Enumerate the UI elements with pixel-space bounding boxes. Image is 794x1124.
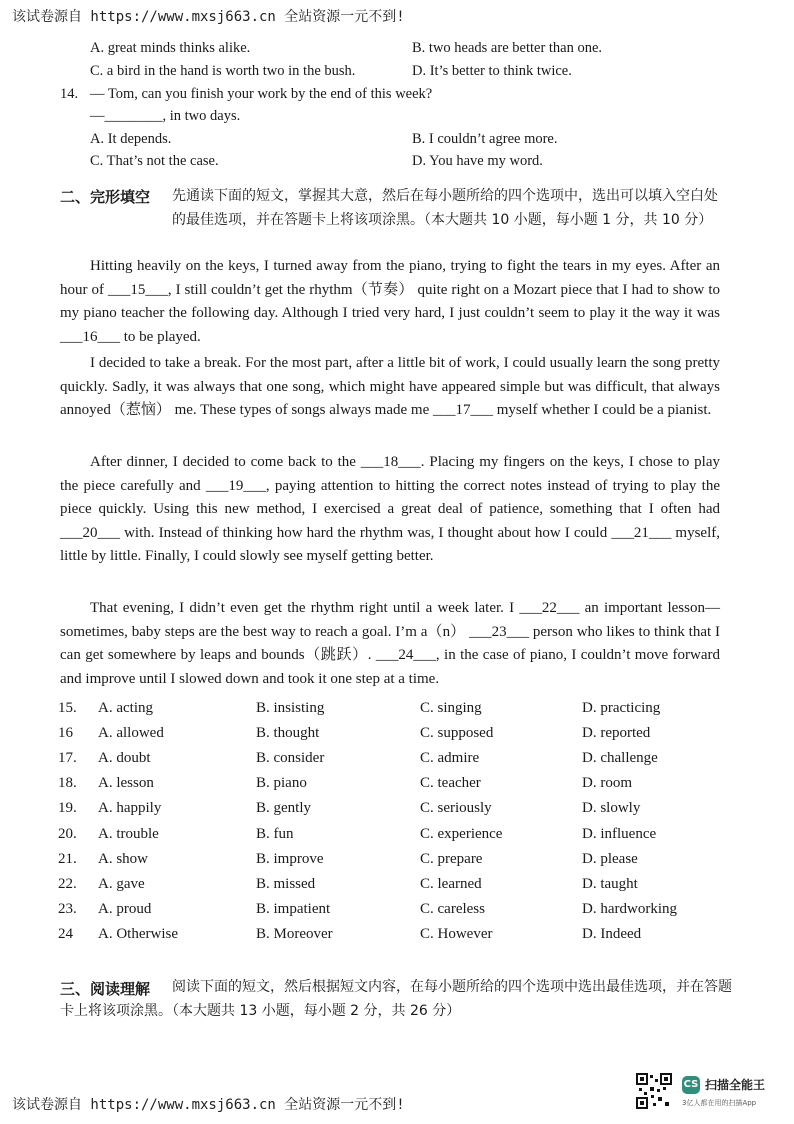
cloze-question-row — [58, 700, 738, 725]
cloze-option-b: B. improve — [256, 850, 324, 867]
cloze-option-a: A. Otherwise — [98, 925, 178, 942]
cloze-question-row — [58, 901, 738, 926]
cloze-option-c: C. careless — [420, 900, 485, 917]
cloze-option-d: D. slowly — [582, 800, 641, 817]
q13-option-d: D. It’s better to think twice. — [412, 63, 572, 79]
cloze-option-a: A. happily — [98, 800, 162, 817]
cloze-option-b: B. gently — [256, 800, 311, 817]
cloze-question-number: 22. — [58, 875, 77, 892]
camscanner-name: 扫描全能王 — [705, 1078, 766, 1092]
cloze-question-row — [58, 775, 738, 800]
watermark-bottom: 该试卷源自 https://www.mxsj663.cn 全站资源一元不到! — [12, 1097, 405, 1113]
cloze-option-c: C. prepare — [420, 850, 483, 867]
cloze-option-a: A. acting — [98, 700, 153, 716]
passage-paragraph-4 — [60, 597, 720, 691]
cloze-option-c: C. learned — [420, 875, 482, 892]
watermark-top: 该试卷源自 https://www.mxsj663.cn 全站资源一元不到! — [12, 9, 405, 25]
cloze-question-number: 24 — [58, 925, 73, 942]
cloze-option-c: C. teacher — [420, 775, 481, 792]
cloze-question-row — [58, 851, 738, 876]
cloze-question-number: 15. — [58, 700, 77, 716]
cloze-option-a: A. allowed — [98, 725, 164, 742]
cloze-option-b: B. Moreover — [256, 925, 333, 942]
passage-paragraph-2 — [60, 352, 720, 423]
cloze-option-d: D. practicing — [582, 700, 661, 716]
cloze-question-number: 23. — [58, 900, 77, 917]
cloze-option-d: D. influence — [582, 825, 657, 842]
cloze-question-number: 17. — [58, 750, 77, 767]
q14-option-b: B. I couldn’t agree more. — [412, 131, 558, 147]
cloze-option-d: D. Indeed — [582, 925, 642, 942]
cloze-option-a: A. proud — [98, 900, 152, 917]
cloze-option-b: B. insisting — [256, 700, 325, 716]
cloze-question-number: 21. — [58, 850, 77, 867]
cloze-question-row — [58, 826, 738, 851]
q14-option-d: D. You have my word. — [412, 153, 543, 169]
q14-option-a: A. It depends. — [90, 131, 172, 147]
cloze-option-c: C. experience — [420, 825, 503, 842]
cloze-question-row — [58, 725, 738, 750]
passage-paragraph-1 — [60, 255, 720, 349]
section2-title: 二、完形填空 — [60, 188, 151, 206]
q14-option-c: C. That’s not the case. — [90, 153, 219, 169]
cloze-option-c: C. singing — [420, 700, 482, 716]
q13-option-c: C. a bird in the hand is worth two in the bush. — [90, 63, 356, 79]
cloze-question-number: 19. — [58, 800, 77, 817]
passage-p1-text: Hitting heavily on the keys, I turned away from the piano, trying to fight the tears in my eyes. After an hour of ___15___, I still couldn’t get the rhythm（节奏） quite right on a Mozart piece that I had to show to my piano teacher the following day. Although I tried very hard, I just couldn’t seem to play it the way it was ___16___ to be played. — [60, 258, 720, 345]
cloze-option-d: D. hardworking — [582, 900, 677, 917]
q14-prompt: — Tom, can you finish your work by the end of this week? — [90, 86, 433, 102]
cloze-option-d: D. reported — [582, 725, 651, 742]
cloze-option-c: C. admire — [420, 750, 480, 767]
cloze-option-d: D. challenge — [582, 750, 658, 767]
cloze-option-b: B. consider — [256, 750, 325, 767]
cloze-option-b: B. missed — [256, 875, 316, 892]
section3-title: 三、阅读理解 — [60, 980, 151, 998]
q13-option-a: A. great minds thinks alike. — [90, 40, 251, 56]
cloze-question-row — [58, 876, 738, 901]
cloze-option-b: B. thought — [256, 725, 320, 742]
q14-number: 14. — [60, 86, 79, 102]
cloze-question-number: 16 — [58, 725, 73, 742]
q14-response: —________, in two days. — [90, 108, 241, 124]
cloze-option-a: A. lesson — [98, 775, 154, 792]
cloze-option-b: B. piano — [256, 775, 307, 792]
cloze-option-a: A. gave — [98, 875, 145, 892]
cloze-option-d: D. room — [582, 775, 632, 792]
cloze-option-b: B. impatient — [256, 900, 331, 917]
section2-instructions: 先通读下面的短文，掌握其大意，然后在每小题所给的四个选项中，选出可以填入空白处的最佳选项，并在答题卡上将该项涂黑。（本大题共 10 小题，每小题 1 分，共 10 分） — [172, 188, 718, 228]
cloze-question-number: 20. — [58, 825, 77, 842]
cloze-option-a: A. doubt — [98, 750, 151, 767]
cloze-option-c: C. supposed — [420, 725, 494, 742]
cloze-question-row — [58, 800, 738, 825]
cloze-option-a: A. trouble — [98, 825, 159, 842]
cloze-option-d: D. taught — [582, 875, 638, 892]
camscanner-logo-icon: CS — [682, 1076, 700, 1094]
cloze-question-row — [58, 750, 738, 775]
passage-paragraph-3 — [60, 451, 720, 569]
cloze-question-row — [58, 926, 738, 951]
cloze-option-c: C. However — [420, 925, 493, 942]
cloze-question-number: 18. — [58, 775, 77, 792]
passage-p4-text: That evening, I didn’t even get the rhythm right until a week later. I ___22___ an important lesson—sometimes, baby steps are the best way to reach a goal. I’m a（n） ___23___ person who likes to think that I can get somewhere by leaps and bounds（跳跃）. ___24___, in the case of piano, I couldn’t move forward and improve until I slowed down and took it one step at a time. — [60, 600, 720, 687]
passage-p3-text: After dinner, I decided to come back to the ___18___. Placing my fingers on the keys, I chose to play the piece carefully and ___19___, paying attention to hitting the correct notes instead of trying to play the piece quickly. Using this new method, I exercised a great deal of patience, something that I often had ___20___ with. Instead of thinking how hard the rhythm was, I thought about how I could ___21___ myself, little by little. Finally, I could slowly see myself getting better. — [60, 454, 720, 564]
cloze-option-a: A. show — [98, 850, 149, 867]
q13-option-b: B. two heads are better than one. — [412, 40, 603, 56]
cloze-option-b: B. fun — [256, 825, 294, 842]
cloze-option-c: C. seriously — [420, 800, 492, 817]
camscanner-tagline: 3亿人都在用的扫描App — [682, 1099, 757, 1107]
section3-instructions: 阅读下面的短文，然后根据短文内容，在每小题所给的四个选项中选出最佳选项，并在答题卡上将该项涂黑。（本大题共 13 小题，每小题 2 分，共 26 分） — [60, 979, 732, 1019]
passage-p2-text: I decided to take a break. For the most part, after a little bit of work, I could usually learn the song pretty quickly. Sadly, it was always that one song, which might have appeared simple but was difficult, that always annoyed（惹恼） me. These types of songs always made me ___17___ myself whether I could be a pianist. — [60, 355, 720, 418]
qr-code-icon — [636, 1073, 672, 1109]
cloze-option-d: D. please — [582, 850, 638, 867]
